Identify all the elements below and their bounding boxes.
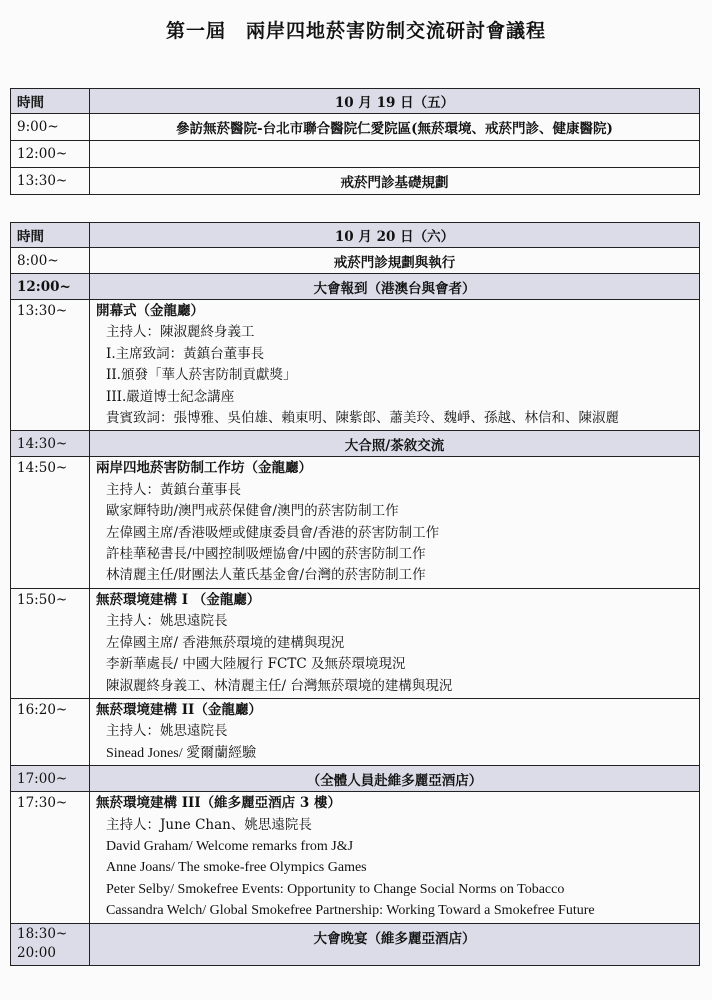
- time-cell: 12:00~: [11, 274, 90, 300]
- time-start: 18:30~: [17, 926, 68, 943]
- page-title: 第一屆 兩岸四地菸害防制交流研討會議程: [165, 20, 546, 42]
- session-detail: [90, 457, 700, 588]
- session-cell: 戒菸門診基礎規劃: [90, 168, 700, 195]
- session-line: I.主席致詞：黃鎮台董事長: [106, 345, 265, 362]
- time-header: 時間: [11, 89, 90, 114]
- time-cell: 13:30~: [11, 300, 90, 431]
- session-cell: [90, 141, 700, 168]
- time-end: 20:00: [17, 945, 56, 962]
- session-line: 林清麗主任/財團法人董氏基金會/台灣的菸害防制工作: [106, 567, 426, 584]
- time-cell: [11, 923, 90, 965]
- session-line: 李新華處長/ 中國大陸履行 FCTC 及無菸環境現況: [106, 656, 406, 673]
- session-title: 無菸環境建構 II（金龍廳）: [96, 701, 262, 718]
- session-title: 開幕式（金龍廳）: [96, 303, 204, 319]
- session-line: 主持人：姚思遠院長: [106, 723, 228, 740]
- session-detail: [90, 588, 700, 698]
- session-detail: [90, 300, 700, 431]
- table-row: [11, 114, 700, 141]
- table-header-row: [11, 89, 700, 114]
- session-line: II.頒發「華人菸害防制貢獻獎」: [106, 367, 297, 384]
- session-detail: [90, 698, 700, 765]
- time-cell: 17:30~: [11, 792, 90, 923]
- session-line: 主持人：姚思遠院長: [106, 613, 228, 630]
- session-line: Sinead Jones/ 愛爾蘭經驗: [106, 745, 257, 761]
- session-title: 無菸環境建構 III（維多麗亞酒店 3 樓）: [96, 795, 341, 812]
- time-cell: 16:20~: [11, 698, 90, 765]
- session-line: Peter Selby/ Smokefree Events: Opportunity to Change Social Norms on Tobacco: [106, 881, 565, 897]
- time-cell: 14:50~: [11, 457, 90, 588]
- session-line: 主持人：June Chan、姚思遠院長: [106, 816, 312, 833]
- date-header: 10 月 20 日（六）: [90, 223, 700, 248]
- time-cell: 17:00~: [11, 766, 90, 792]
- session-line: 歐家輝特助/澳門戒菸保健會/澳門的菸害防制工作: [106, 503, 399, 520]
- table-row: [11, 168, 700, 195]
- session-title: 兩岸四地菸害防制工作坊（金龍廳）: [96, 460, 312, 477]
- session-line: 主持人：黃鎮台董事長: [106, 481, 241, 498]
- session-cell: 大會報到（港澳台與會者）: [90, 274, 700, 300]
- table-row: [11, 766, 700, 792]
- session-cell: 戒菸門診規劃與執行: [90, 248, 700, 274]
- session-cell: （全體人員赴維多麗亞酒店）: [90, 766, 700, 792]
- day1-schedule-table: [10, 88, 700, 195]
- table-row: [11, 792, 700, 923]
- session-line: Anne Joans/ The smoke-free Olympics Games: [106, 860, 367, 876]
- table-row: [11, 431, 700, 457]
- time-cell: 8:00~: [11, 248, 90, 274]
- table-row: [11, 698, 700, 765]
- time-cell: 9:00~: [11, 114, 90, 141]
- table-row: [11, 923, 700, 965]
- session-line: Cassandra Welch/ Global Smokefree Partnership: Working Toward a Smokefree Future: [106, 903, 595, 919]
- session-line: 許桂華秘書長/中國控制吸煙協會/中國的菸害防制工作: [106, 546, 426, 563]
- session-detail: [90, 792, 700, 923]
- session-line: David Graham/ Welcome remarks from J&J: [106, 838, 354, 854]
- session-cell: 參訪無菸醫院-台北市聯合醫院仁愛院區(無菸環境、戒菸門診、健康醫院): [90, 114, 700, 141]
- time-cell: 14:30~: [11, 431, 90, 457]
- time-cell: 15:50~: [11, 588, 90, 698]
- session-line: 貴賓致詞：張博雅、吳伯雄、賴東明、陳紫郎、蕭美玲、魏崢、孫越、林信和、陳淑麗: [106, 410, 619, 427]
- table-row: [11, 141, 700, 168]
- time-cell: 13:30~: [11, 168, 90, 195]
- table-row: [11, 588, 700, 698]
- session-line: 陳淑麗終身義工、林清麗主任/ 台灣無菸環境的建構與現況: [106, 677, 453, 694]
- session-line: 左偉國主席/ 香港無菸環境的建構與現況: [106, 634, 345, 651]
- session-line: III.嚴道博士紀念講座: [106, 388, 235, 405]
- table-row: [11, 248, 700, 274]
- session-title: 無菸環境建構 I （金龍廳）: [96, 591, 261, 608]
- session-line: 左偉國主席/香港吸煙或健康委員會/香港的菸害防制工作: [106, 524, 440, 541]
- session-cell: 大會晚宴（維多麗亞酒店）: [90, 923, 700, 965]
- table-header-row: [11, 223, 700, 248]
- time-header: 時間: [11, 223, 90, 248]
- session-cell: 大合照/茶敘交流: [90, 431, 700, 457]
- table-row: [11, 300, 700, 431]
- time-cell: 12:00~: [11, 141, 90, 168]
- table-row: [11, 274, 700, 300]
- day2-schedule-table: [10, 222, 700, 966]
- date-header: 10 月 19 日（五）: [90, 89, 700, 114]
- session-line: 主持人：陳淑麗終身義工: [106, 324, 255, 341]
- table-row: [11, 457, 700, 588]
